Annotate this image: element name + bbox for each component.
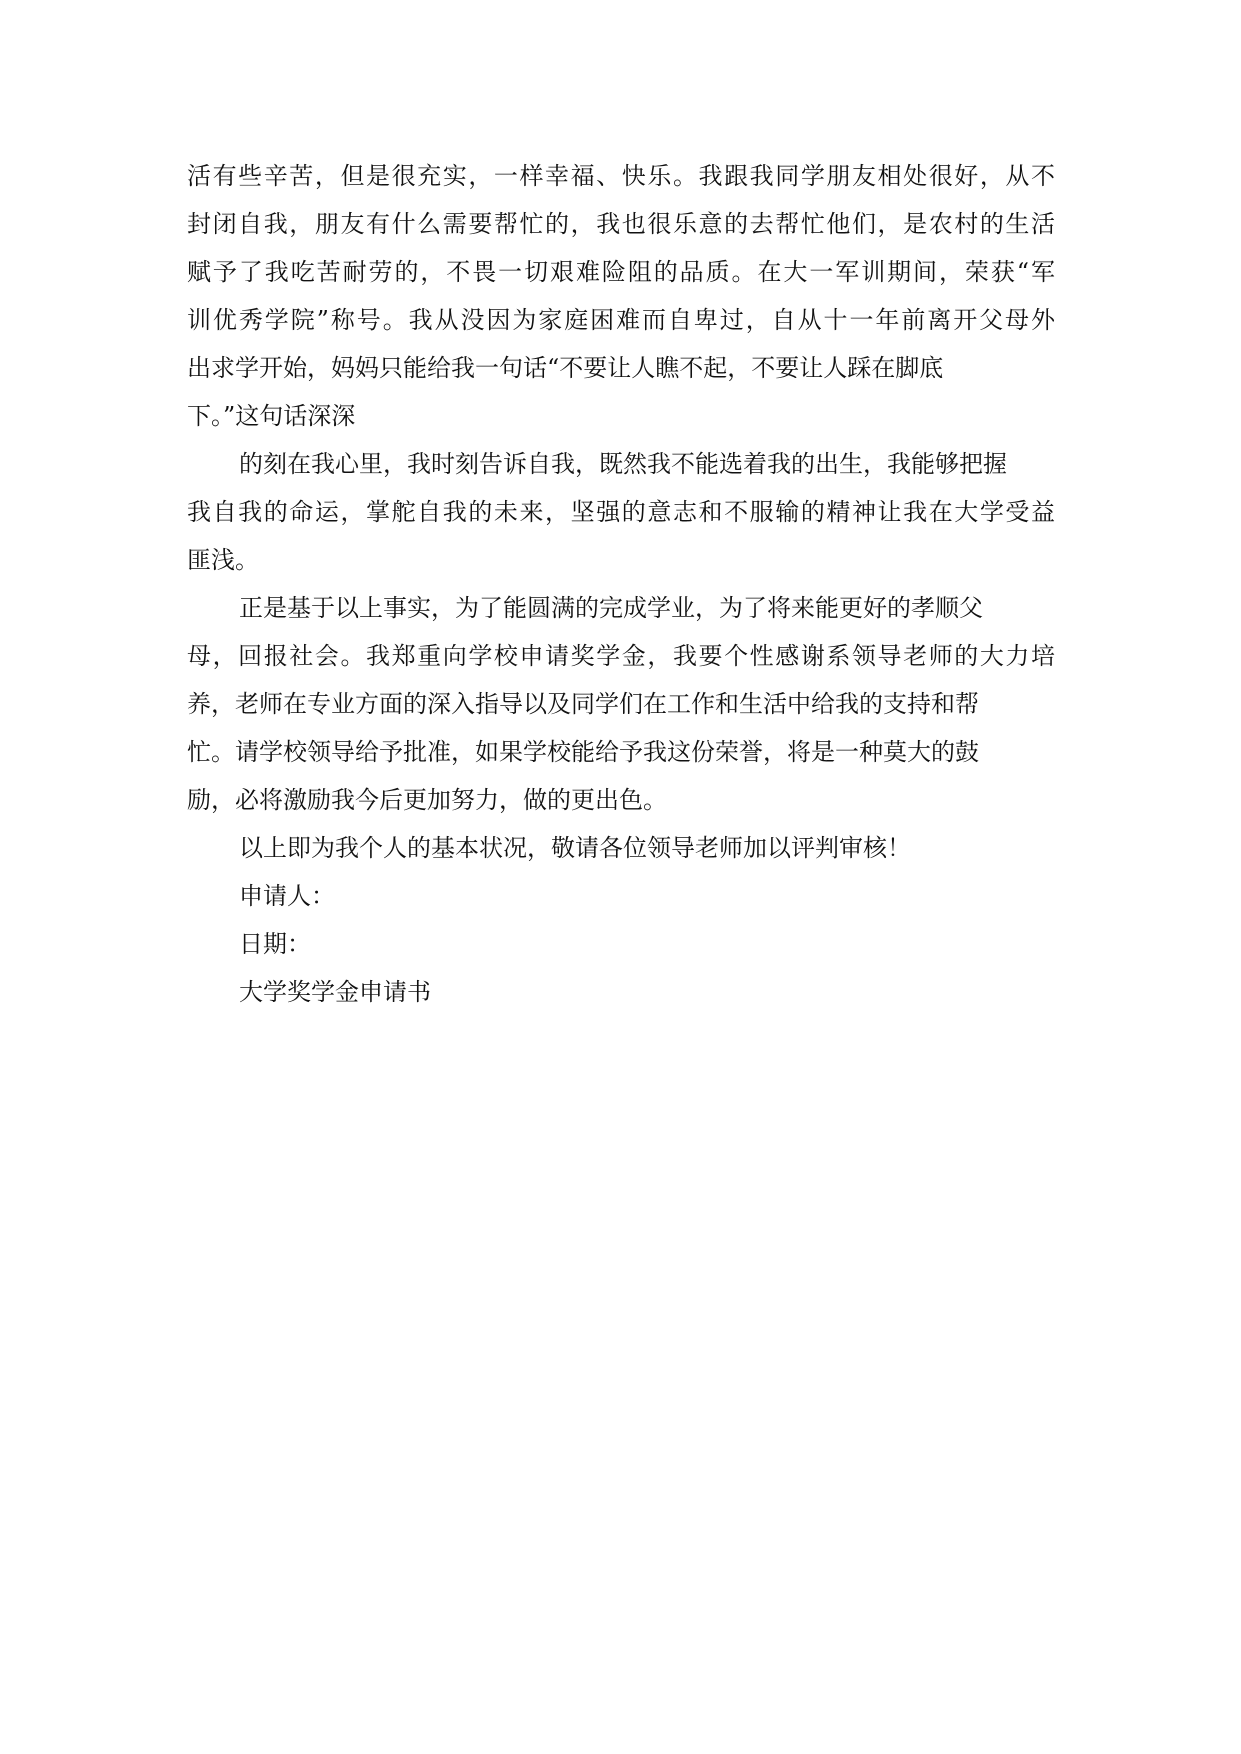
paragraph-line: 养，老师在专业方面的深入指导以及同学们在工作和生活中给我的支持和帮 xyxy=(187,690,979,718)
paragraph-line: 正是基于以上事实，为了能圆满的完成学业，为了将来能更好的孝顺父 xyxy=(239,594,983,622)
paragraph-line: 忙。请学校领导给予批准，如果学校能给予我这份荣誉，将是一种莫大的鼓 xyxy=(187,738,979,766)
paragraph-line: 出求学开始，妈妈只能给我一句话“不要让人瞧不起，不要让人踩在脚底 xyxy=(187,354,944,382)
document-title-footer: 大学奖学金申请书 xyxy=(239,978,431,1006)
paragraph-line: 匪浅。 xyxy=(187,546,259,574)
paragraph-line: 的刻在我心里，我时刻告诉自我，既然我不能选着我的出生，我能够把握 xyxy=(239,450,1007,478)
applicant-label: 申请人： xyxy=(239,882,335,910)
paragraph-line: 母，回报社会。我郑重向学校申请奖学金，我要个性感谢系领导老师的大力培 xyxy=(187,642,1055,670)
paragraph-line: 下。”这句话深深 xyxy=(187,402,356,430)
paragraph-line: 我自我的命运，掌舵自我的未来，坚强的意志和不服输的精神让我在大学受益 xyxy=(187,498,1055,526)
paragraph-line: 励，必将激励我今后更加努力，做的更出色。 xyxy=(187,786,667,814)
document-body xyxy=(187,152,1055,1016)
paragraph-line: 训优秀学院”称号。我从没因为家庭困难而自卑过，自从十一年前离开父母外 xyxy=(187,306,1055,334)
closing-statement: 以上即为我个人的基本状况，敬请各位领导老师加以评判审核！ xyxy=(239,834,911,862)
paragraph-line: 封闭自我，朋友有什么需要帮忙的，我也很乐意的去帮忙他们，是农村的生活 xyxy=(187,210,1055,238)
paragraph-line: 赋予了我吃苦耐劳的，不畏一切艰难险阻的品质。在大一军训期间，荣获“军 xyxy=(187,258,1055,286)
date-label: 日期： xyxy=(239,930,311,958)
paragraph-line: 活有些辛苦，但是很充实，一样幸福、快乐。我跟我同学朋友相处很好，从不 xyxy=(187,162,1055,190)
